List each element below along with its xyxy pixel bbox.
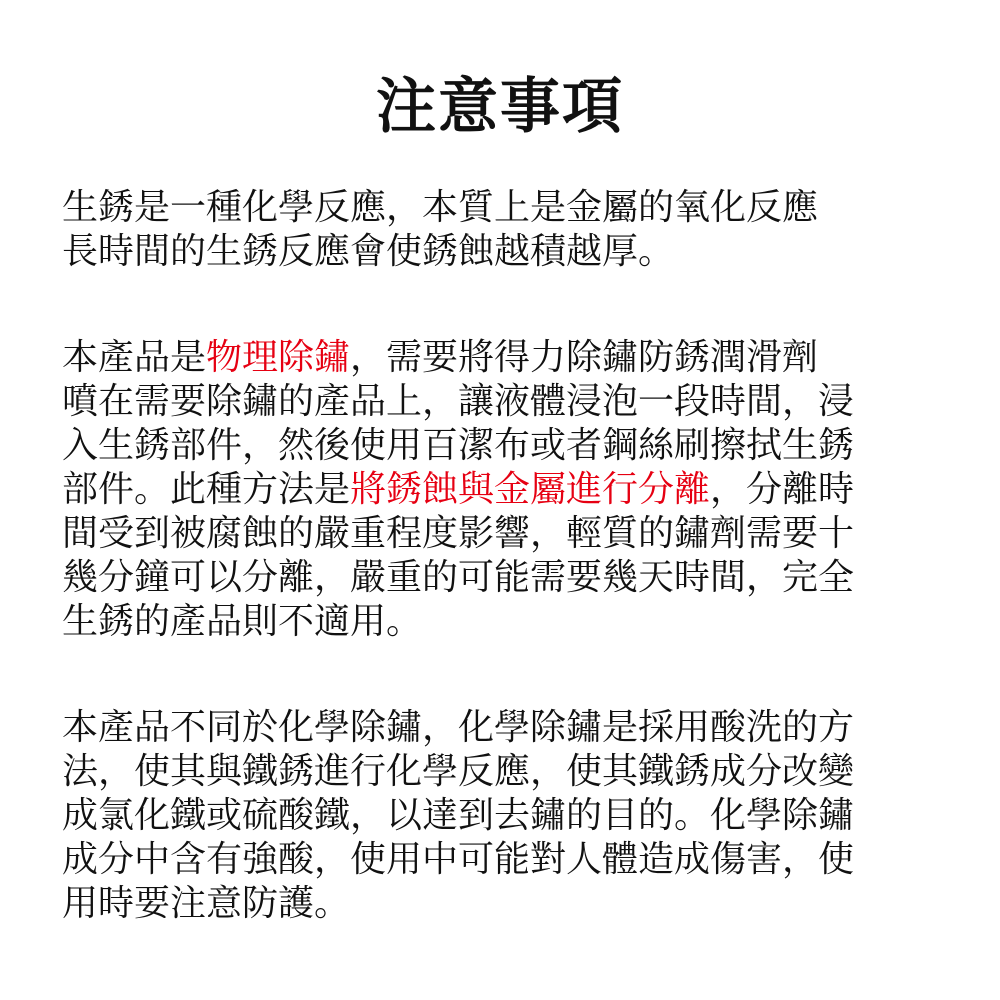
text-line: 成分中含有強酸，使用中可能對人體造成傷害，使 <box>62 839 855 880</box>
text-line: 用時要注意防護。 <box>62 883 351 924</box>
paragraph-chemical-comparison <box>62 706 942 926</box>
text-line: 噴在需要除鏽的產品上，讓液體浸泡一段時間，浸 <box>62 381 855 422</box>
text-line: 法，使其與鐵銹進行化學反應，使其鐵銹成分改變 <box>62 751 855 792</box>
paragraph-rust-explanation <box>62 186 942 274</box>
text-line: 生銹的產品則不適用。 <box>62 601 423 642</box>
text-line: 生銹是一種化學反應，本質上是金屬的氧化反應 <box>62 187 819 228</box>
text-line: 成氯化鐵或硫酸鐵，以達到去鏽的目的。化學除鏽 <box>62 795 855 836</box>
text-line: 入生銹部件，然後使用百潔布或者鋼絲刷擦拭生銹 <box>62 425 855 466</box>
text-line: 本產品是物理除鏽，需要將得力除鏽防銹潤滑劑 <box>62 337 819 378</box>
paragraph-product-physical-removal <box>62 336 942 644</box>
highlight-physical-rust-removal: 物理除鏽 <box>206 337 351 378</box>
highlight-separate-rust-from-metal: 將銹蝕與金屬進行分離 <box>350 469 711 510</box>
page-title: 注意事項 <box>376 72 624 142</box>
text-line: 間受到被腐蝕的嚴重程度影響，輕質的鏽劑需要十 <box>62 513 855 554</box>
text-line: 幾分鐘可以分離，嚴重的可能需要幾天時間，完全 <box>62 557 855 598</box>
text-line: 長時間的生銹反應會使銹蝕越積越厚。 <box>62 231 675 272</box>
text-line: 部件。此種方法是將銹蝕與金屬進行分離，分離時 <box>62 469 855 510</box>
text-line: 本產品不同於化學除鏽，化學除鏽是採用酸洗的方 <box>62 707 855 748</box>
notice-body <box>62 186 942 988</box>
